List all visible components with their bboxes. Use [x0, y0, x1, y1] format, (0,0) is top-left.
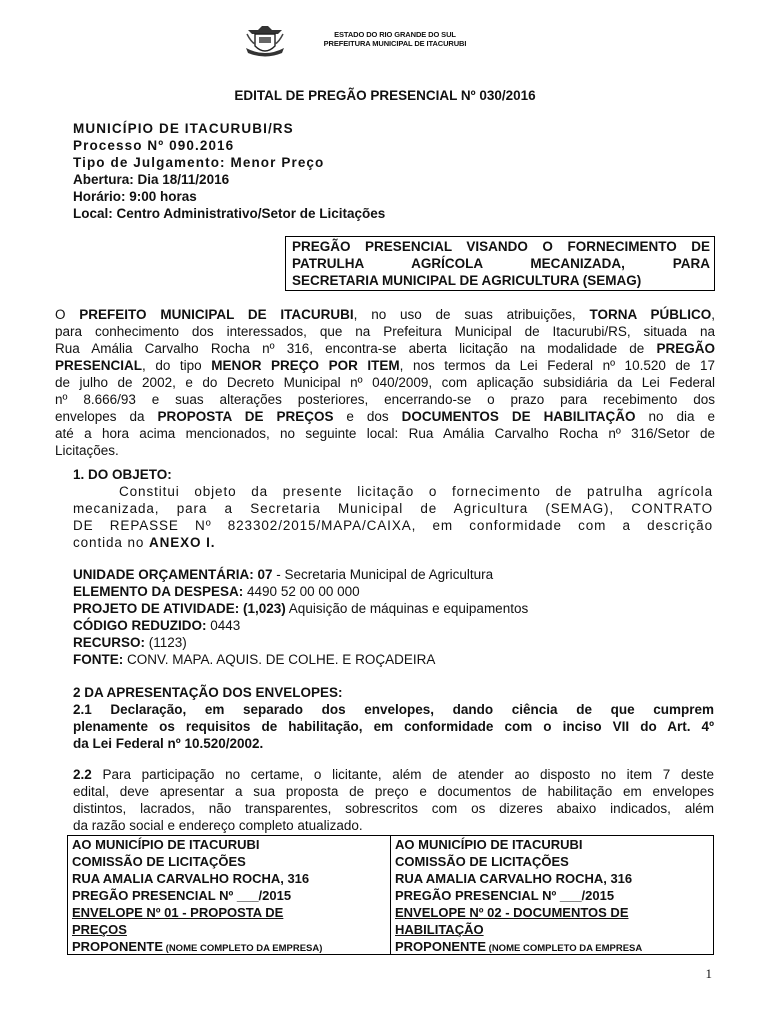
envelope-table: [67, 835, 714, 955]
municipal-crest-icon: [244, 24, 286, 58]
objeto-heading: 1. DO OBJETO:: [73, 467, 172, 482]
budget-fonte: FONTE: CONV. MAPA. AQUIS. DE COLHE. E ROÇADEIRA: [73, 652, 436, 667]
info-abertura: Abertura: Dia 18/11/2016: [73, 172, 230, 187]
budget-codigo: CÓDIGO REDUZIDO: 0443: [73, 618, 241, 633]
letterhead-state: ESTADO DO RIO GRANDE DO SUL: [334, 30, 456, 39]
notice-info: [73, 120, 385, 222]
intro-paragraph: O PREFEITO MUNICIPAL DE ITACURUBI, no uso de suas atribuições, TORNA PÚBLICO, para conhecimento dos interessados, que na Prefeitura Municipal de Itacurubi/RS, situada na Rua Amália Carvalho Rocha nº 316, encontra-se aberta licitação na modalidade de PREGÃO PRESENCIAL, do tipo MENOR PREÇO POR ITEM, nos termos da Lei Federal nº 10.520 de 17 de julho de 2002, e do Decreto Municipal nº 040/2009, com aplicação subsidiária da Lei Federal nº 8.666/93 e suas alterações posteriores, encerrando-se o prazo para recebimento dos envelopes da PROPOSTA DE PREÇOS e dos DOCUMENTOS DE HABILITAÇÃO no dia e até a hora acima mencionados, no seguinte local: Rua Amália Carvalho Rocha nº 316/Setor de Licitações.: [55, 307, 715, 458]
section-2-heading: 2 DA APRESENTAÇÃO DOS ENVELOPES:: [73, 685, 343, 700]
info-local: Local: Centro Administrativo/Setor de Licitações: [73, 206, 386, 221]
document-title: EDITAL DE PREGÃO PRESENCIAL Nº 030/2016: [234, 88, 536, 103]
section-2-2: 2.2 Para participação no certame, o licitante, além de atender ao disposto no item 7 deste edital, deve apresentar a sua proposta de preço e documentos de habilitação em envelopes distintos, lacrados, não transparentes, sobrescritos com os dizeres abaixo indicados, além da razão social e endereço completo atualizado.: [73, 767, 714, 833]
subject-line-2: PATRULHA AGRÍCOLA MECANIZADA, PARA: [292, 256, 710, 271]
envelope-1-label: AO MUNICÍPIO DE ITACURUBI COMISSÃO DE LICITAÇÕES RUA AMALIA CARVALHO ROCHA, 316 PREGÃO PRESENCIAL Nº ___/2015 ENVELOPE Nº 01 - PROPOSTA DE PREÇOS PROPONENTE (NOME COMPLETO DA EMPRESA): [72, 837, 323, 954]
page-number: 1: [705, 966, 712, 981]
info-processo: Processo Nº 090.2016: [73, 138, 235, 153]
budget-projeto: PROJETO DE ATIVIDADE: (1,023) Aquisição de máquinas e equipamentos: [73, 601, 529, 616]
budget-recurso: RECURSO: (1123): [73, 635, 187, 650]
info-horario: Horário: 9:00 horas: [73, 189, 197, 204]
subject-box: [285, 236, 715, 291]
info-julgamento: Tipo de Julgamento: Menor Preço: [73, 155, 325, 170]
letterhead-city-hall: PREFEITURA MUNICIPAL DE ITACURUBI: [323, 39, 467, 48]
budget-unidade: UNIDADE ORÇAMENTÁRIA: 07 - Secretaria Municipal de Agricultura: [73, 567, 494, 582]
info-municipio: MUNICÍPIO DE ITACURUBI/RS: [73, 121, 294, 136]
subject-line-1: PREGÃO PRESENCIAL VISANDO O FORNECIMENTO DE: [292, 239, 710, 254]
subject-line-3: SECRETARIA MUNICIPAL DE AGRICULTURA (SEMAG): [292, 273, 642, 288]
budget-info: [73, 566, 733, 668]
objeto-section: 1. DO OBJETO: Constitui objeto da presente licitação o fornecimento de patrulha agrícola mecanizada, para a Secretaria Municipal de Agricultura (SEMAG), CONTRATO DE REPASSE Nº 823302/2015/MAPA/CAIXA, em conformidade com a descrição contida no ANEXO I.: [73, 467, 713, 550]
envelope-2-label: AO MUNICÍPIO DE ITACURUBI COMISSÃO DE LICITAÇÕES RUA AMALIA CARVALHO ROCHA, 316 PREGÃO PRESENCIAL Nº ___/2015 ENVELOPE Nº 02 - DOCUMENTOS DE HABILITAÇÃO PROPONENTE (NOME COMPLETO DA EMPRESA: [390, 836, 713, 954]
section-2: 2 DA APRESENTAÇÃO DOS ENVELOPES: 2.1 Declaração, em separado dos envelopes, dando ciência de que cumprem plenamente os requisitos de habilitação, em conformidade com o inciso VII do Art. 4º da Lei Federal nº 10.520/2002.: [73, 685, 714, 751]
letterhead: [300, 30, 490, 48]
budget-elemento: ELEMENTO DA DESPESA: 4490 52 00 00 000: [73, 584, 360, 599]
